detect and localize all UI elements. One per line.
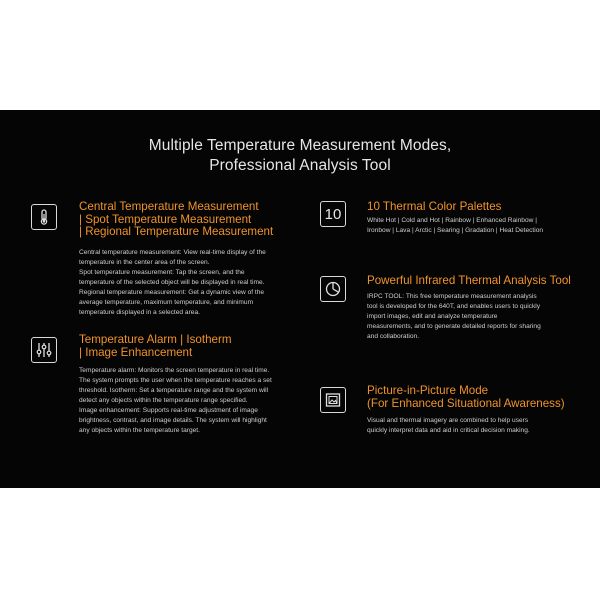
pie-chart-icon [320, 276, 346, 302]
title-line-1: Multiple Temperature Measurement Modes, [148, 137, 452, 154]
palettes-title-line: 10 Thermal Color Palettes [367, 200, 502, 213]
page-title [0, 136, 600, 176]
picture-in-picture-title [367, 385, 565, 410]
desc-line: Regional temperature measurement: Get a dynamic view of the [79, 289, 265, 296]
analysis-tool-description [367, 292, 541, 342]
thermometer-icon [31, 204, 57, 230]
pip-title-line: (For Enhanced Situational Awareness) [367, 396, 565, 410]
picture-icon [320, 387, 346, 413]
color-palettes-description [367, 216, 543, 236]
desc-line: temperature displayed in a selected area. [79, 309, 200, 316]
desc-line: Image enhancement: Supports real-time adjustment of image [79, 407, 258, 414]
desc-line: brightness, contrast, and image details. The system will highlight [79, 417, 267, 424]
desc-line: Spot temperature measurement: Tap the screen, and the [79, 269, 245, 276]
desc-line: Ironbow | Lava | Arctic | Searing | Gradation | Heat Detection [367, 227, 544, 234]
number-10-icon [320, 201, 346, 227]
title-line-2: Professional Analysis Tool [209, 157, 391, 174]
pip-title-line: Picture-in-Picture Mode [367, 384, 489, 397]
desc-line: any objects within the temperature target. [79, 427, 200, 434]
central-measurement-description [79, 248, 266, 318]
desc-line: quickly interpret data and aid in critical decision making. [367, 427, 530, 434]
desc-line: threshold. Isotherm: Set a temperature range and the system will [79, 387, 269, 394]
palette-count-text: 10 [324, 205, 342, 223]
desc-line: Visual and thermal imagery are combined to help users [367, 417, 529, 424]
central-title-line: Central Temperature Measurement [79, 200, 259, 213]
central-title-line: | Regional Temperature Measurement [79, 225, 274, 238]
analysis-tool-title [367, 275, 571, 288]
central-title-line: | Spot Temperature Measurement [79, 212, 252, 226]
temperature-alarm-description [79, 366, 272, 436]
desc-line: import images, edit and analyze temperature [367, 313, 498, 320]
desc-line: temperature in the center area of the screen. [79, 259, 210, 266]
desc-line: Central temperature measurement: View real-time display of the [79, 249, 266, 256]
desc-line: Temperature alarm: Monitors the screen temperature in real time. [79, 367, 270, 374]
analysis-title-line: Powerful Infrared Thermal Analysis Tool [367, 274, 571, 287]
desc-line: average temperature, maximum temperature, and minimum [79, 299, 254, 306]
desc-line: White Hot | Cold and Hot | Rainbow | Enhanced Rainbow | [367, 217, 537, 224]
alarm-title-line: Temperature Alarm | Isotherm [79, 333, 232, 346]
central-measurement-title [79, 201, 273, 239]
desc-line: temperature of the selected object will be displayed in real time. [79, 279, 265, 286]
temperature-alarm-title [79, 334, 232, 359]
color-palettes-title [367, 201, 501, 214]
desc-line: tool is developed for the 640T, and enables users to quickly [367, 303, 541, 310]
sliders-icon [31, 337, 57, 363]
feature-panel [0, 110, 600, 488]
picture-in-picture-description [367, 416, 530, 436]
desc-line: The system prompts the user when the temperature reaches a set [79, 377, 272, 384]
alarm-title-line: | Image Enhancement [79, 345, 193, 359]
desc-line: IRPC TOOL: This free temperature measurement analysis [367, 293, 537, 300]
desc-line: and collaboration. [367, 333, 420, 340]
desc-line: measurements, and to generate detailed reports for sharing [367, 323, 541, 330]
desc-line: detect any objects within the temperature range specified. [79, 397, 248, 404]
